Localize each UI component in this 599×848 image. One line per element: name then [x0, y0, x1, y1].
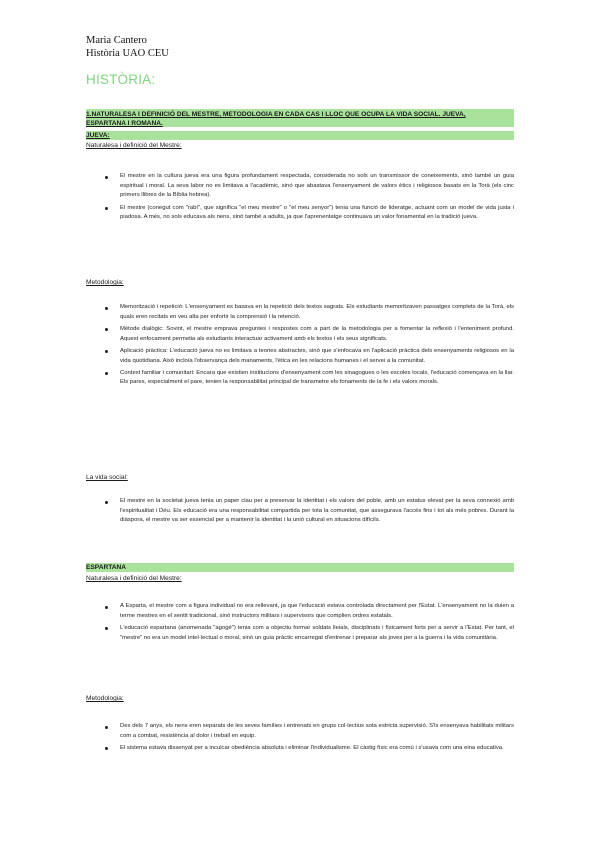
- list-item: L'educació espartana (anomenada "agogé") tenia com a objectiu formar soldats lleials, disciplinats i físicament forts per a servir a l'Estat. Per tant, el "mestre" no era un model intel·lectual o moral, sinó un guia pràctic encarregat d'entrenar i preparar als joves per a la guerra i la vida comunitària.: [86, 624, 514, 643]
- list-item: A Esparta, el mestre com a figura individual no era rellevant, ja que l'educació estava controlada directament per l'Estat. L'ensenyament no la duien a terme mestres en el sentit tradicional, sinó instructors militars i supervisors que complien ordres estatals.: [86, 602, 514, 621]
- list-item: El mestre en la cultura jueva era una figura profundament respectada, considerada no sols un transmissor de coneixements, sinó també un guia espiritual i moral. La seva labor no es limitava a l'acadèmic, sinó que abastava l'ensenyament de valors ètics i religiosos basats en la Torà (els cinc primers llibres de la Bíblia hebrea).: [86, 172, 514, 201]
- list-item: Context familiar i comunitari: Encara que existien institucions d'ensenyament com les sinagogues o les escoles locals, l'educació començava en la llar. Els pares, especialment el pare, tenien la responsabilitat principal de transmetre els fonaments de la fe i els valors morals.: [86, 369, 514, 388]
- jueva-metodologia-heading: Metodologia:: [86, 279, 124, 286]
- jueva-label: JUEVA:: [86, 132, 110, 139]
- espartana-label-band: [86, 563, 514, 572]
- espartana-metodologia-heading: Metodologia:: [86, 695, 124, 702]
- list-item: Mètode dialògic: Sovint, el mestre emprava preguntes i respostes com a part de la metodologia per a fomentar la reflexió i l'enteniment profund. Aquest enfocament permetia als estudiants interactuar activament amb els textos i els seus significats.: [86, 325, 514, 344]
- jueva-naturalesa-heading: Naturalesa i definició del Mestre:: [86, 142, 182, 149]
- espartana-metodologia-list: [86, 722, 514, 756]
- section1-heading-line2: ESPARTANA I ROMANA.: [86, 120, 163, 127]
- list-item: Des dels 7 anys, els nens eren separats de les seves famílies i entrenats en grups col·lectius sota estricta supervisió. S'ls ensenyava habilitats militars com a combat, resistència al dolor i treball en equip.: [86, 722, 514, 741]
- espartana-naturalesa-heading: Naturalesa i definició del Mestre:: [86, 575, 182, 582]
- jueva-vida-list: [86, 497, 514, 529]
- jueva-label-band: [86, 131, 514, 140]
- list-item: El mestre en la societat jueva tenia un paper clau per a preservar la identitat i els valors del poble, amb un estatus elevat per la seva connexió amb l'espiritualitat i Déu. Els educació era una responsabilitat compartida per tota la comunitat, que assegurava l'accés fins i tot als més pobres. Durant la diàspora, el mestre va ser essencial per a mantenir la identitat i la unió cultural en situacions difícils.: [86, 497, 514, 526]
- course-name: Història UAO CEU: [86, 48, 169, 59]
- author-name: Maria Cantero: [86, 35, 147, 46]
- jueva-vida-heading: La vida social:: [86, 474, 128, 481]
- section1-heading-line1: 1.NATURALESA I DEFINICIÓ DEL MESTRE, METODOLOGIA EN CADA CAS I LLOC QUE OCUPA LA VIDA SOCIAL. JUEVA,: [86, 111, 466, 118]
- espartana-label: ESPARTANA: [86, 564, 127, 571]
- espartana-naturalesa-list: [86, 602, 514, 646]
- page-title: HISTÒRIA:: [86, 72, 156, 87]
- list-item: Memorització i repetició: L'ensenyament es basava en la repetició dels textos sagrats. Els estudiants memoritzaven passatges complets de la Torà, els quals eren recitats en veu alta per enfortir la comprensió i la retenció.: [86, 303, 514, 322]
- list-item: El mestre (conegut com "rabí", que significa "el meu mestre" o "el meu senyor") tenia una funció de lideratge, actuant com un model de vida justa i piadosa. A més, no sols educava als nens, sinó també a adults, ja que l'aprenentatge continuava un valor fonamental en la tradició jueva.: [86, 204, 514, 223]
- jueva-naturalesa-list: [86, 172, 514, 226]
- list-item: El sistema estava dissenyat per a inculcar obediència absoluta i eliminar l'individualisme. El càstig físic era comú i s'usava com una eina educativa.: [86, 744, 514, 754]
- list-item: Aplicació pràctica: L'educació jueva no es limitava a teories abstractes, sinó que s'enfocava en l'aplicació pràctica dels ensenyaments religiosos en la vida quotidiana. Això incloïa l'observança dels manaments, l'ètica en les relacions humanes i el servei a la comunitat.: [86, 347, 514, 366]
- jueva-metodologia-list: [86, 303, 514, 391]
